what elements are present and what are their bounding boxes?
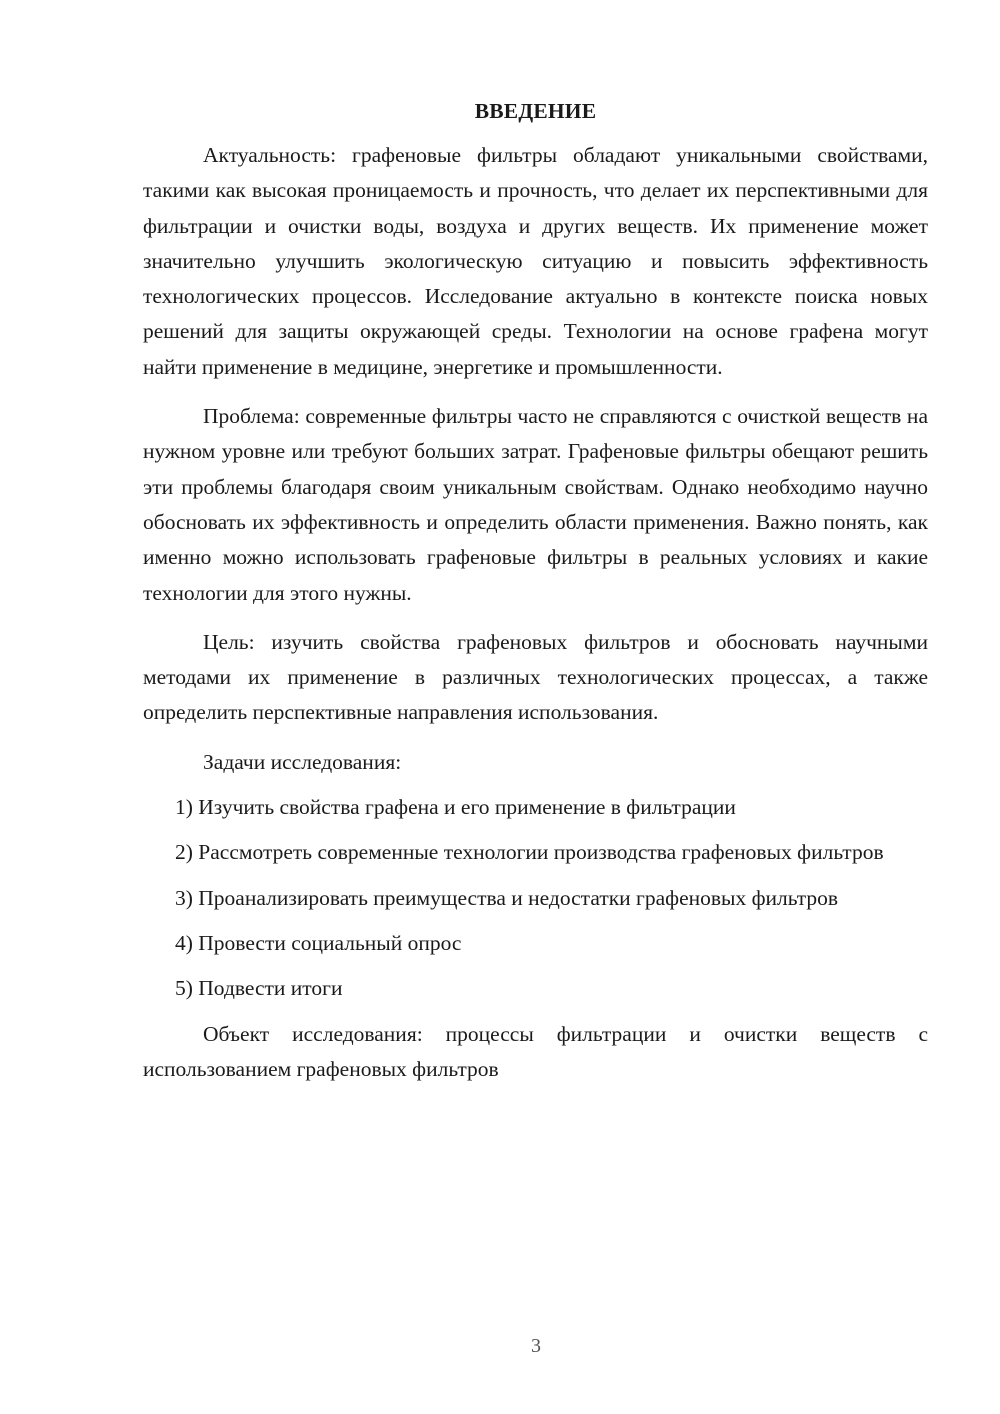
task-item-3: 3) Проанализировать преимущества и недостатки графеновых фильтров (175, 885, 839, 910)
task-item-4: 4) Провести социальный опрос (175, 930, 462, 955)
relevance-paragraph: Актуальность: графеновые фильтры обладают уникальными свойствами, такими как высокая проницаемость и прочность, что делает их перспективными для фильтрации и очистки воды, воздуха и других веществ. Их применение может значительно улучшить экологическую ситуацию и повысить эффективность технологических процессов. Исследование актуально в контексте поиска новых решений для защиты окружающей среды. Технологии на основе графена могут найти применение в медицине, энергетике и промышленности. (143, 143, 928, 379)
page-number: 3 (531, 1335, 541, 1357)
task-item-1: 1) Изучить свойства графена и его применение в фильтрации (175, 795, 736, 820)
goal-paragraph: Цель: изучить свойства графеновых фильтров и обосновать научными методами их применение в различных технологических процессах, а также определить перспективные направления использования. (143, 629, 928, 725)
problem-paragraph: Проблема: современные фильтры часто не справляются с очисткой веществ на нужном уровне или требуют больших затрат. Графеновые фильтры обещают решить эти проблемы благодаря своим уникальным свойствам. Однако необходимо научно обосновать их эффективность и определить области применения. Важно понять, как именно можно использовать графеновые фильтры в реальных условиях и какие технологии для этого нужны. (143, 404, 928, 605)
task-item-2: 2) Рассмотреть современные технологии производства графеновых фильтров (175, 840, 884, 865)
object-paragraph: Объект исследования: процессы фильтрации и очистки веществ с использованием графеновых фильтров (143, 1021, 928, 1081)
section-heading: ВВЕДЕНИЕ (474, 99, 597, 123)
task-item-5: 5) Подвести итоги (175, 976, 343, 1001)
page-content (143, 96, 928, 1101)
tasks-list (143, 790, 928, 1006)
tasks-heading: Задачи исследования: (203, 749, 402, 774)
